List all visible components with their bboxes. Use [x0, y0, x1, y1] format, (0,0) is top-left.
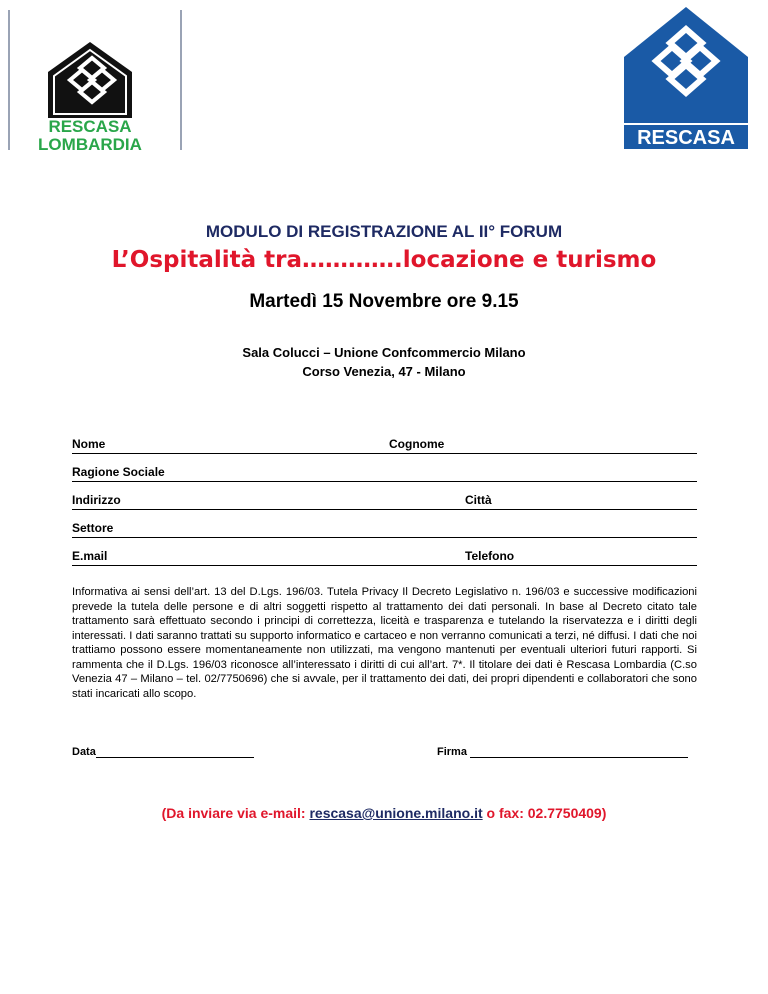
venue-line-1: Sala Colucci – Unione Confcommercio Milano — [242, 345, 526, 360]
event-venue — [0, 343, 768, 381]
rescasa-lombardia-logo — [30, 40, 160, 155]
form-subtitle: MODULO DI REGISTRAZIONE AL II° FORUM — [205, 222, 563, 241]
data-field[interactable] — [72, 745, 254, 758]
firma-blank[interactable] — [470, 745, 688, 758]
event-date: Martedì 15 Novembre ore 9.15 — [249, 291, 519, 312]
logo-text-line2: LOMBARDIA — [38, 135, 142, 154]
registration-form — [72, 427, 697, 567]
email-label: E.mail — [72, 549, 108, 563]
logo-text-line1: RESCASA — [48, 117, 132, 136]
settore-row[interactable] — [72, 511, 697, 538]
citta-label: Città — [465, 493, 492, 507]
privacy-notice: Informativa ai sensi dell’art. 13 del D.Lgs. 196/03. Tutela Privacy Il Decreto Legislativo n. 196/03 e successive modificazioni prevede la tutela delle persone e di altri soggetti rispetto al trattamento dei dati personali. In base al Decreto citato tale trattamento sarà effettuato secondo i principi di correttezza, liceità e trasparenza e tutelando la riservatezza e i diritti degli interessati. I dati saranno trattati su supporto informatico e cartaceo e non verranno comunicati a terzi, né diffusi. I dati che noi trattiamo possono essere momentaneamente non utilizzati, ma vengono mantenuti per eventuali ulteriori futuri rapporti. Si rammenta che il D.Lgs. 196/03 riconosce all’interessato i diritti di cui all’art. 7*. Il titolare dei dati è Rescasa Lombardia (C.so Venezia 47 – Milano – tel. 02/7750696) che si avvale, per il trattamento dei dati, dei propri dipendenti e collaboratori che sono stati incaricati allo scopo. — [72, 586, 697, 700]
indirizzo-label: Indirizzo — [72, 493, 121, 507]
firma-field[interactable] — [437, 745, 688, 758]
footer-suffix: o fax: 02.7750409) — [482, 805, 607, 821]
name-row[interactable] — [72, 427, 697, 454]
rescasa-logo — [622, 5, 750, 150]
contact-row[interactable] — [72, 539, 697, 566]
house-icon — [30, 40, 160, 155]
ragione-sociale-label: Ragione Sociale — [72, 465, 165, 479]
data-blank[interactable] — [96, 745, 254, 758]
address-row[interactable] — [72, 483, 697, 510]
logo-divider-line — [180, 10, 182, 150]
venue-line-2: Corso Venezia, 47 - Milano — [302, 364, 466, 379]
send-instructions — [0, 805, 768, 821]
house-icon — [622, 5, 750, 150]
settore-label: Settore — [72, 521, 114, 535]
logo-text: RESCASA — [637, 127, 735, 149]
cognome-label: Cognome — [389, 437, 445, 451]
left-divider-line — [8, 10, 10, 150]
telefono-label: Telefono — [465, 549, 515, 563]
footer-prefix: (Da inviare via e-mail: — [161, 805, 310, 821]
nome-label: Nome — [72, 437, 106, 451]
event-title: L’Ospitalità tra………….locazione e turismo — [111, 247, 657, 273]
ragione-sociale-row[interactable] — [72, 455, 697, 482]
data-label: Data — [72, 746, 96, 758]
firma-label: Firma — [437, 746, 467, 758]
email-link[interactable]: rescasa@unione.milano.it — [309, 805, 483, 821]
